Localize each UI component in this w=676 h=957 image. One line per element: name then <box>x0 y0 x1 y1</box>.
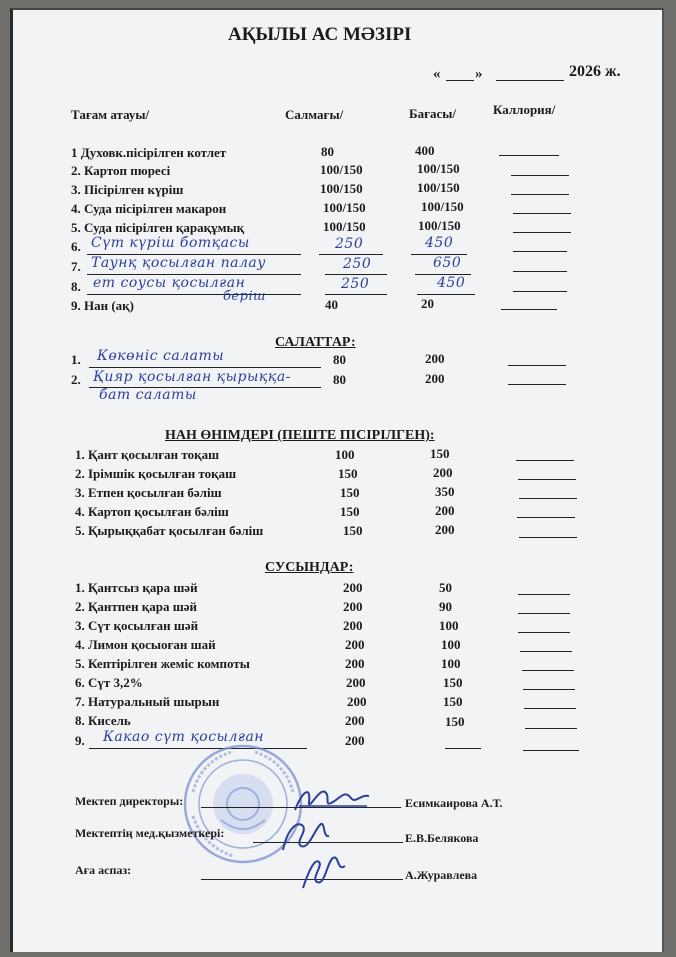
header-name: Тағам атауы/ <box>71 107 150 122</box>
item-name: 2. Қантпен қара шәй <box>75 599 198 614</box>
header-weight: Салмағы/ <box>285 107 344 122</box>
signature-name: Есимкаирова А.Т. <box>405 796 503 810</box>
item-name: 5. Кептірілген жеміс компоты <box>75 656 250 671</box>
item-name: 4. Суда пісірілген макарон <box>71 201 227 216</box>
item-number: 7. <box>71 259 81 274</box>
item-weight: 200 <box>346 675 366 690</box>
item-price: 150 <box>443 675 463 690</box>
item-name: 3. Пісірілген күріш <box>71 182 184 197</box>
item-name-handwritten-line2: беріш <box>223 289 266 304</box>
item-name: 1. Қант қосылған тоқаш <box>75 447 220 462</box>
calorie-blank <box>525 728 577 729</box>
item-name-handwritten: Таунқ қосылған палау <box>91 255 266 271</box>
item-weight: 200 <box>343 580 363 595</box>
item-name: 6. Сүт 3,2% <box>75 675 143 690</box>
item-price: 150 <box>443 694 463 709</box>
item-price-handwritten: 450 <box>437 275 466 291</box>
item-number: 6. <box>71 239 81 254</box>
item-price: 90 <box>439 599 452 614</box>
item-price: 200 <box>433 465 453 480</box>
calorie-blank <box>522 670 574 671</box>
item-price: 200 <box>425 371 445 386</box>
item-price: 100 <box>441 637 461 652</box>
chef-signature <box>293 848 353 894</box>
item-name: 1. Қантсыз қара шәй <box>75 580 198 595</box>
date-day-blank <box>446 80 474 81</box>
item-name-handwritten: ет соусы қосылған <box>93 275 246 291</box>
item-name-handwritten: Какао сүт қосылған <box>103 729 265 745</box>
item-name-handwritten: Қияр қосылған қырыққа- <box>93 369 291 385</box>
calorie-blank <box>518 479 576 480</box>
item-weight: 200 <box>343 618 363 633</box>
item-price: 400 <box>415 143 435 158</box>
item-number: 9. <box>75 733 85 748</box>
weight-underline <box>325 294 387 295</box>
item-weight-handwritten: 250 <box>341 276 370 292</box>
item-number: 2. <box>71 372 81 387</box>
item-weight-handwritten: 250 <box>335 236 364 252</box>
price-underline <box>417 294 475 295</box>
section-title-salads: САЛАТТАР: <box>275 335 356 350</box>
item-price: 100 <box>439 618 459 633</box>
item-name: 9. Нан (ақ) <box>71 298 135 313</box>
item-name: 1 Духовк.пісірілген котлет <box>71 145 227 160</box>
calorie-blank <box>511 175 569 176</box>
item-weight: 200 <box>345 733 365 748</box>
item-weight: 80 <box>333 352 346 367</box>
item-price: 150 <box>445 714 465 729</box>
item-price-handwritten: 450 <box>425 235 454 251</box>
item-price: 100/150 <box>417 161 460 176</box>
menu-sheet <box>10 8 664 952</box>
item-price: 100 <box>441 656 461 671</box>
calorie-blank <box>519 537 577 538</box>
item-number: 1. <box>71 352 81 367</box>
item-name: 8. Кисель <box>75 713 131 728</box>
calorie-blank <box>513 232 571 233</box>
signature-name: А.Журавлева <box>405 868 478 882</box>
signature-role: Аға аспаз: <box>75 863 132 877</box>
director-signature <box>289 780 379 820</box>
item-name-handwritten: Көкөніс салаты <box>97 348 225 364</box>
item-weight: 200 <box>343 599 363 614</box>
item-weight: 200 <box>345 637 365 652</box>
date-year: 2026 ж. <box>569 63 621 80</box>
calorie-blank <box>513 251 567 252</box>
page-title: АҚЫЛЫ АС МӘЗІРІ <box>228 24 412 45</box>
calorie-blank <box>519 498 577 499</box>
item-number: 8. <box>71 279 81 294</box>
calorie-blank <box>501 309 557 310</box>
calorie-blank <box>513 291 567 292</box>
item-weight: 100/150 <box>323 200 366 215</box>
item-price: 100/150 <box>418 218 461 233</box>
calorie-blank <box>513 271 567 272</box>
weight-underline <box>319 254 383 255</box>
price-blank <box>445 748 481 749</box>
item-weight: 80 <box>333 372 346 387</box>
signature-role: Мектептің мед.қызметкері: <box>75 826 225 840</box>
item-weight: 150 <box>343 523 363 538</box>
header-price: Бағасы/ <box>409 106 457 121</box>
item-name: 5. Суда пісірілген қарақұмық <box>71 220 245 235</box>
item-weight: 80 <box>321 144 334 159</box>
item-price: 200 <box>425 351 445 366</box>
calorie-blank <box>517 517 575 518</box>
calorie-blank <box>518 594 570 595</box>
item-price: 100/150 <box>417 180 460 195</box>
item-weight: 200 <box>345 713 365 728</box>
calorie-blank <box>524 708 576 709</box>
item-name: 2. Картоп пюресі <box>71 163 171 178</box>
item-price: 200 <box>435 522 455 537</box>
item-price: 20 <box>421 296 434 311</box>
signature-role: Мектеп директоры: <box>75 794 184 808</box>
item-weight: 100/150 <box>320 162 363 177</box>
item-price: 350 <box>435 484 455 499</box>
item-name: 3. Етпен қосылған бәліш <box>75 485 222 500</box>
item-weight: 40 <box>325 297 338 312</box>
item-name: 2. Ірімшік қосылған тоқаш <box>75 466 237 481</box>
calorie-blank <box>508 365 566 366</box>
item-weight: 150 <box>340 485 360 500</box>
item-price: 150 <box>430 446 450 461</box>
section-title-drinks: СУСЫНДАР: <box>265 560 354 575</box>
item-weight: 150 <box>340 504 360 519</box>
header-calories: Каллория/ <box>493 102 556 117</box>
calorie-blank <box>511 194 569 195</box>
weight-underline <box>325 274 387 275</box>
name-underline <box>89 367 321 368</box>
item-weight: 150 <box>338 466 358 481</box>
item-weight: 100/150 <box>320 181 363 196</box>
item-price: 100/150 <box>421 199 464 214</box>
calorie-blank <box>523 689 575 690</box>
calorie-blank <box>499 155 559 156</box>
item-name-handwritten-line2: бат салаты <box>99 387 197 403</box>
item-weight-handwritten: 250 <box>343 256 372 272</box>
item-name: 4. Лимон қосыоған шай <box>75 637 216 652</box>
calorie-blank <box>518 613 570 614</box>
item-name: 3. Сүт қосылған шәй <box>75 618 199 633</box>
calorie-blank <box>516 460 574 461</box>
section-title-bakery: НАН ӨНІМДЕРІ (ПЕШТЕ ПІСІРІЛГЕН): <box>165 428 435 443</box>
item-weight: 100/150 <box>323 219 366 234</box>
name-underline <box>87 294 301 295</box>
calorie-blank <box>518 632 570 633</box>
item-weight: 200 <box>347 694 367 709</box>
item-name-handwritten: Сүт күріш ботқасы <box>91 235 250 251</box>
item-weight: 200 <box>345 656 365 671</box>
calorie-blank <box>523 750 579 751</box>
item-name: 7. Натуральный шырын <box>75 694 220 709</box>
date-close-quote: » <box>475 66 483 82</box>
item-price: 200 <box>435 503 455 518</box>
item-name: 5. Қырыққабат қосылған бәліш <box>75 523 264 538</box>
calorie-blank <box>508 384 566 385</box>
date-open-quote: « <box>433 66 441 82</box>
item-weight: 100 <box>335 447 355 462</box>
item-price: 50 <box>439 580 452 595</box>
item-name: 4. Картоп қосылған бәліш <box>75 504 229 519</box>
calorie-blank <box>520 651 572 652</box>
item-price-handwritten: 650 <box>433 255 462 271</box>
calorie-blank <box>513 213 571 214</box>
date-month-blank <box>496 80 564 81</box>
signature-name: Е.В.Белякова <box>405 831 479 845</box>
